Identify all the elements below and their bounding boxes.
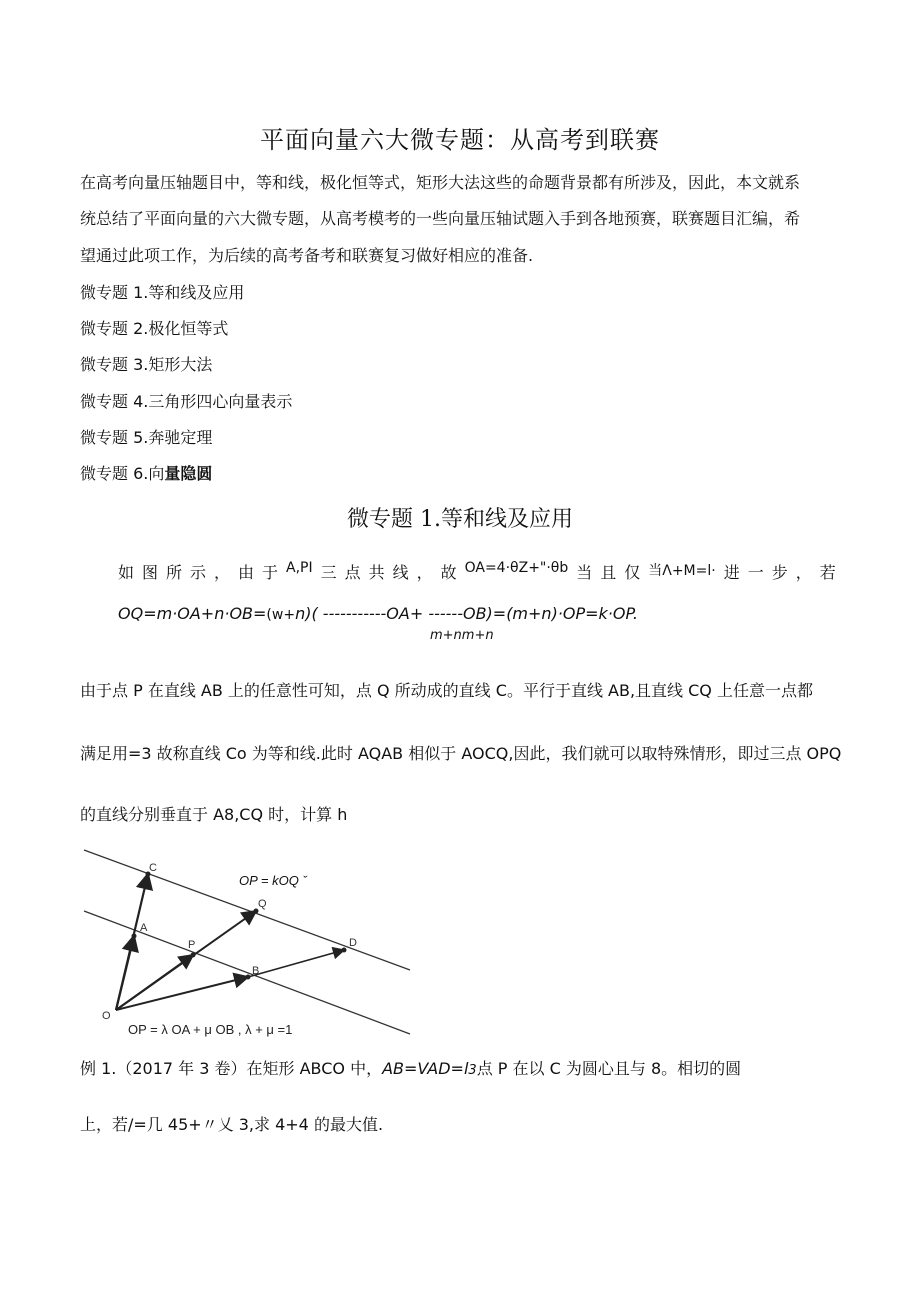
body-line-1-word: 一 xyxy=(747,563,764,582)
topic-item-4: 微专题 4.三角形四心向量表示 xyxy=(80,392,293,411)
topic-item-6-prefix: 微专题 6.向 xyxy=(80,464,165,483)
body-line-1-word: 如 xyxy=(118,563,135,582)
body-line-1-word: 点 xyxy=(344,563,361,582)
label-b: B xyxy=(252,965,260,977)
label-p: P xyxy=(188,939,196,951)
example-italic: AB=VAD=l xyxy=(382,1059,469,1078)
point-d-dot xyxy=(342,948,347,953)
formula-part-a: OQ=m·OA+n·OB= xyxy=(118,604,267,623)
topic-item-1: 微专题 1.等和线及应用 xyxy=(80,283,245,302)
figure-relation-label: OP = kOQ ˇ xyxy=(239,873,307,888)
example-sub: 3 xyxy=(468,1063,477,1078)
page-title: 平面向量六大微专题：从高考到联赛 xyxy=(260,126,660,154)
point-p-dot xyxy=(191,953,196,958)
figure-caption: OP = λ OA + μ OB , λ + μ =1 xyxy=(128,1022,293,1037)
label-q: Q xyxy=(258,898,267,910)
example-prefix: 例 1.（2017 年 3 卷）在矩形 ABCO 中， xyxy=(80,1059,383,1078)
body-line-1-word: 三 xyxy=(320,563,337,582)
intro-line-3: 望通过此项工作，为后续的高考备考和联赛复习做好相应的准备. xyxy=(80,246,534,265)
formula-denominator: m+nm+n xyxy=(430,628,494,643)
body-line-1-word: 故 xyxy=(440,563,457,582)
body-line-1-word: 于 xyxy=(262,563,279,582)
formula-line xyxy=(118,604,638,623)
vector-ob xyxy=(116,977,248,1010)
topic-item-5: 微专题 5.奔驰定理 xyxy=(80,428,213,447)
body-line-1-word: 当Λ+M=l· xyxy=(648,563,716,579)
label-o: O xyxy=(102,1010,111,1022)
geometry-figure xyxy=(76,838,416,1043)
body-line-1-word: 图 xyxy=(142,563,159,582)
body-para-line-1: 由于点 P 在直线 AB 上的任意性可知，点 Q 所动成的直线 C。平行于直线 AB,且直线 CQ 上任意一点都 xyxy=(80,681,813,700)
point-a-dot xyxy=(132,934,137,939)
body-para-line-2: 满足用=3 故称直线 Co 为等和线.此时 AQAB 相似于 AOCQ,因此，我们就可以取特殊情形，即过三点 OPQ xyxy=(80,744,842,763)
body-line-1 xyxy=(118,560,836,583)
intro-line-1: 在高考向量压轴题目中，等和线，极化恒等式，矩形大法这些的命题背景都有所涉及，因此，本文就系 xyxy=(80,173,801,192)
point-b-dot xyxy=(246,975,251,980)
formula-part-b: (w+ xyxy=(266,607,296,623)
upper-line xyxy=(84,850,410,970)
body-line-1-word: 由 xyxy=(238,563,255,582)
example-suffix: 点 P 在以 C 为圆心且与 8。相切的圆 xyxy=(476,1059,742,1078)
body-para-line-3: 的直线分别垂直于 A8,CQ 时，计算 h xyxy=(80,805,348,824)
body-line-1-word: ， xyxy=(416,563,433,582)
label-d: D xyxy=(349,937,357,949)
label-a: A xyxy=(140,922,148,934)
body-line-1-word: 示 xyxy=(190,563,207,582)
body-line-1-word: 且 xyxy=(600,563,617,582)
body-line-1-word: 当 xyxy=(576,563,593,582)
formula-part-c: n)( -----------OA+ ------OB)=(m+n)·OP=k·OP. xyxy=(295,604,639,623)
body-line-1-word: 线 xyxy=(392,563,409,582)
topic-item-2: 微专题 2.极化恒等式 xyxy=(80,319,229,338)
intro-line-2: 统总结了平面向量的六大微专题，从高考模考的一些向量压轴试题入手到各地预赛，联赛题目汇编，希 xyxy=(80,209,801,228)
vector-bd xyxy=(248,950,344,977)
body-line-1-word: 所 xyxy=(166,563,183,582)
topic-item-6 xyxy=(80,461,212,484)
body-line-1-word: 进 xyxy=(723,563,740,582)
example-line-2: 上，若/=几 45+〃乂 3,求 4+4 的最大值. xyxy=(80,1115,384,1134)
example-line-1 xyxy=(80,1056,741,1079)
body-line-1-word: ， xyxy=(795,563,812,582)
label-c: C xyxy=(149,862,157,874)
body-line-1-word: 步 xyxy=(771,563,788,582)
body-line-1-word: 若 xyxy=(819,563,836,582)
body-line-1-word: 仅 xyxy=(624,563,641,582)
topic-item-3: 微专题 3.矩形大法 xyxy=(80,355,213,374)
body-line-1-word: 共 xyxy=(368,563,385,582)
body-line-1-word: ， xyxy=(214,563,231,582)
body-line-1-word: A,PI xyxy=(286,560,313,576)
topic-item-6-bold: 量隐圆 xyxy=(164,464,213,483)
lower-line xyxy=(84,911,410,1034)
section-title: 微专题 1.等和线及应用 xyxy=(347,507,573,532)
body-line-1-word: OA=4·θZ+"·θb xyxy=(464,560,569,576)
